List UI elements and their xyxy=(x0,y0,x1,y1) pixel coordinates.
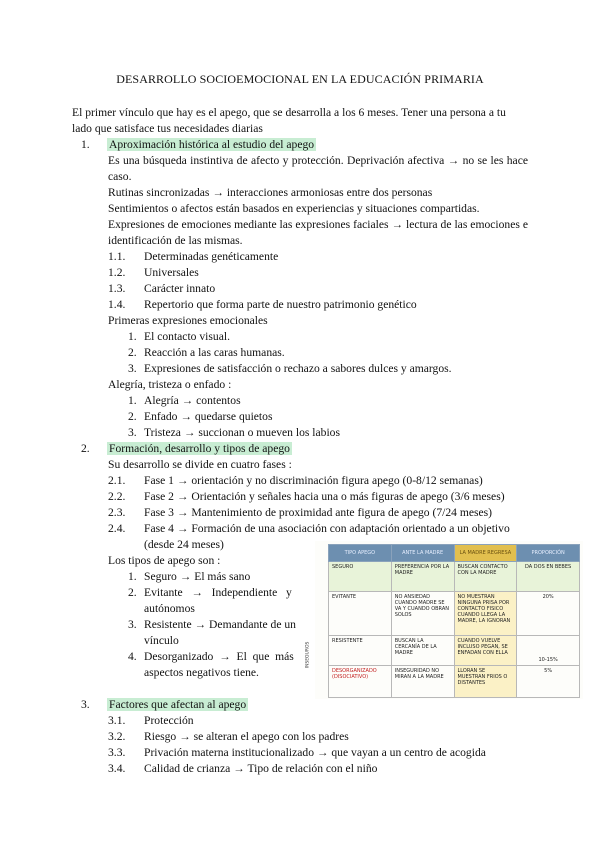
tipo-2-text: Evitante → Independiente y xyxy=(144,586,292,599)
s1-sub-1-number: 1.1. xyxy=(108,250,126,263)
factor-3-number: 3.3. xyxy=(108,746,126,759)
fase-4-text-cont: (desde 24 meses) xyxy=(144,538,224,551)
table-header-ante-madre: ANTE LA MADRE xyxy=(391,545,454,562)
table-cell: RESISTENTE xyxy=(329,636,392,666)
primeras-3-number: 3. xyxy=(128,362,137,375)
table-cell: 5% xyxy=(517,666,580,698)
section-2-number: 2. xyxy=(81,442,90,455)
factor-4-text: Calidad de crianza → Tipo de relación con el niño xyxy=(144,762,378,775)
table-cell: LLORAN SE MUESTRAN FRIOS O DISTANTES xyxy=(454,666,517,698)
s1-sub-2-number: 1.2. xyxy=(108,266,126,279)
s1-sub-4-text: Repertorio que forma parte de nuestro patrimonio genético xyxy=(144,298,417,311)
primeras-2-text: Reacción a las caras humanas. xyxy=(144,346,285,359)
fase-2-text: Fase 2 → Orientación y señales hacia una o más figuras de apego (3/6 meses) xyxy=(144,490,505,503)
fase-4-text: Fase 4 → Formación de una asociación con adaptación orientado a un objetivo xyxy=(144,522,510,535)
s1-paragraph-4: Expresiones de emociones mediante las expresiones faciales → lectura de las emociones e identificación de las mismas. xyxy=(108,218,528,247)
tipo-1-number: 1. xyxy=(128,570,137,583)
s1-sub-1-text: Determinadas genéticamente xyxy=(144,250,279,263)
document-title: DESARROLLO SOCIOEMOCIONAL EN LA EDUCACIÓN PRIMARIA xyxy=(116,72,484,86)
tipo-3-text-cont: vínculo xyxy=(144,634,179,647)
factor-2-number: 3.2. xyxy=(108,730,126,743)
intro-line-2: lado que satisface tus necesidades diarias xyxy=(72,122,263,135)
primeras-2-number: 2. xyxy=(128,346,137,359)
factor-1-text: Protección xyxy=(144,714,194,727)
factor-3-text: Privación materna institucionalizado → que vayan a un centro de acogida xyxy=(144,746,486,759)
table-cell: NO MUESTRAN NINGUNA PRISA POR CONTACTO FISICO CUANDO LLEGA LA MADRE, LA IGNORAN xyxy=(454,592,517,636)
fase-2-number: 2.2. xyxy=(108,490,126,503)
section-3-heading-text: Factores que afectan al apego xyxy=(109,698,247,711)
s1-sub-3-number: 1.3. xyxy=(108,282,126,295)
tipo-3-text: Resistente → Demandante de un xyxy=(144,618,296,631)
section-1-number: 1. xyxy=(81,138,90,151)
inseguros-side-label: INSEGUROS xyxy=(305,641,311,669)
table-cell: DESORGANIZADO (DISOCIATIVO) xyxy=(329,666,392,698)
table-cell: PREFERENCIA POR LA MADRE xyxy=(391,562,454,592)
section-3-number: 3. xyxy=(81,698,90,711)
table-cell: SEGURO xyxy=(329,562,392,592)
factor-2-text: Riesgo → se alteran el apego con los padres xyxy=(144,730,349,743)
section-1-heading-text: Aproximación histórica al estudio del apego xyxy=(109,138,315,151)
tipo-4-text: Desorganizado → El que más xyxy=(144,650,294,663)
table-cell: BUSCAN LA CERCANÍA DE LA MADRE xyxy=(391,636,454,666)
tipo-4-number: 4. xyxy=(128,650,137,663)
section-1-heading xyxy=(107,137,316,153)
s1-paragraph-3: Sentimientos o afectos están basados en experiencias y situaciones compartidas. xyxy=(108,202,480,215)
primeras-1-number: 1. xyxy=(128,330,137,343)
tipo-2-text-cont: autónomos xyxy=(144,602,195,615)
table-header-proporcion: PROPORCIÓN xyxy=(517,545,580,562)
primeras-1-text: El contacto visual. xyxy=(144,330,230,343)
alegria-2-text: Enfado → quedarse quietos xyxy=(144,410,273,423)
table-cell: DA DOS EN BEBES xyxy=(517,562,580,592)
table-cell: INSEGURIDAD NO MIRAN A LA MADRE xyxy=(391,666,454,698)
intro-line-1: El primer vínculo que hay es el apego, que se desarrolla a los 6 meses. Tener una persona a tu xyxy=(72,106,506,119)
s1-sub-2-text: Universales xyxy=(144,266,199,279)
alegria-heading: Alegría, tristeza o enfado : xyxy=(108,378,232,391)
table-cell: 10-15% xyxy=(517,636,580,666)
primeras-3-text: Expresiones de satisfacción o rechazo a sabores dulces y amargos. xyxy=(144,362,452,375)
s1-paragraph-1: Es una búsqueda instintiva de afecto y protección. Deprivación afectiva → no se les hace caso. xyxy=(108,154,528,183)
table-cell: BUSCAN CONTACTO CON LA MADRE xyxy=(454,562,517,592)
alegria-2-number: 2. xyxy=(128,410,137,423)
primeras-heading: Primeras expresiones emocionales xyxy=(108,314,268,327)
s1-sub-3-text: Carácter innato xyxy=(144,282,216,295)
attachment-types-table xyxy=(328,544,580,698)
tipo-1-text: Seguro → El más sano xyxy=(144,570,251,583)
table-cell: EVITANTE xyxy=(329,592,392,636)
fase-4-number: 2.4. xyxy=(108,522,126,535)
fase-3-text: Fase 3 → Mantenimiento de proximidad ante figura de apego (7/24 meses) xyxy=(144,506,493,519)
alegria-1-number: 1. xyxy=(128,394,137,407)
alegria-1-text: Alegría → contentos xyxy=(144,394,241,407)
tipos-intro: Los tipos de apego son : xyxy=(108,554,221,567)
alegria-3-number: 3. xyxy=(128,426,137,439)
s1-paragraph-2: Rutinas sincronizadas → interacciones armoniosas entre dos personas xyxy=(108,186,433,199)
section-2-heading xyxy=(107,441,292,457)
tipo-3-number: 3. xyxy=(128,618,137,631)
table-cell: 20% xyxy=(517,592,580,636)
s1-sub-4-number: 1.4. xyxy=(108,298,126,311)
factor-4-number: 3.4. xyxy=(108,762,126,775)
attachment-types-table-image xyxy=(305,541,583,699)
factor-1-number: 3.1. xyxy=(108,714,126,727)
table-header-tipo: TIPO APEGO xyxy=(329,545,392,562)
section-3-heading xyxy=(107,697,248,713)
fase-1-text: Fase 1 → orientación y no discriminación figura apego (0-8/12 semanas) xyxy=(144,474,483,487)
fase-1-number: 2.1. xyxy=(108,474,126,487)
fase-3-number: 2.3. xyxy=(108,506,126,519)
tipo-2-number: 2. xyxy=(128,586,137,599)
table-header-madre-regresa: LA MADRE REGRESA xyxy=(454,545,517,562)
table-cell: CUANDO VUELVE INCLUSO PEGAN, SE ENFADAN CON ELLA xyxy=(454,636,517,666)
s2-intro: Su desarrollo se divide en cuatro fases : xyxy=(108,458,292,471)
tipo-4-text-cont: aspectos negativos tiene. xyxy=(144,666,259,679)
alegria-3-text: Tristeza → succionan o mueven los labios xyxy=(144,426,340,439)
section-2-heading-text: Formación, desarrollo y tipos de apego xyxy=(109,442,290,455)
table-cell: NO ANSIEDAD CUANDO MADRE SE VA Y CUANDO OBRAN SOLOS xyxy=(391,592,454,636)
